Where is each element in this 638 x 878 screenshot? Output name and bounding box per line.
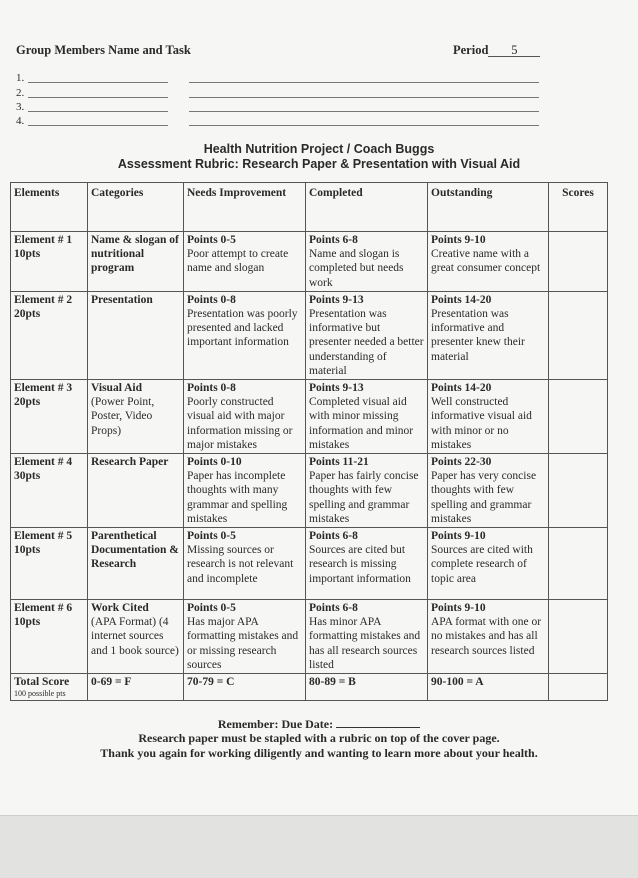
grade-b: 80-89 = B xyxy=(309,676,356,689)
element-label: Element # 5 xyxy=(14,530,73,543)
points-range: Points 0-8 xyxy=(187,382,236,395)
points-range: Points 9-10 xyxy=(431,602,486,615)
grade-b-cell xyxy=(306,674,428,701)
rubric-title: Assessment Rubric: Research Paper & Presentation with Visual Aid xyxy=(117,157,521,171)
grade-a-cell xyxy=(428,674,549,701)
project-title: Health Nutrition Project / Coach Buggs xyxy=(203,142,435,156)
member-name-line xyxy=(28,125,168,126)
grade-a: 90-100 = A xyxy=(431,676,484,689)
outstanding-cell xyxy=(428,380,549,454)
member-number: 4. xyxy=(16,115,25,127)
element-points: 10pts xyxy=(14,248,41,261)
header-completed: Completed xyxy=(306,183,428,232)
points-range: Points 9-10 xyxy=(431,234,486,246)
table-row xyxy=(11,528,608,600)
completed-cell xyxy=(306,232,428,292)
criteria-text: Well constructed informative visual aid with minor or no mistakes xyxy=(431,396,532,451)
table-row xyxy=(11,380,608,454)
member-number: 3. xyxy=(16,101,25,113)
points-range: Points 9-10 xyxy=(431,530,486,543)
element-label: Element # 6 xyxy=(14,602,73,615)
score-cell[interactable] xyxy=(549,291,608,379)
category-cell xyxy=(88,454,184,528)
element-cell xyxy=(11,454,88,528)
element-label: Element # 3 xyxy=(14,382,73,395)
group-members-label: Group Members Name and Task xyxy=(16,43,191,57)
total-score-value-cell[interactable] xyxy=(549,674,608,701)
total-score-label: Total Score xyxy=(14,676,70,689)
score-cell[interactable] xyxy=(549,380,608,454)
criteria-text: Presentation was poorly presented and lacked important information xyxy=(187,308,298,349)
points-range: Points 6-8 xyxy=(309,602,358,615)
score-cell[interactable] xyxy=(549,528,608,600)
table-row xyxy=(11,454,608,528)
category-title: Presentation xyxy=(91,293,153,306)
member-task-line xyxy=(189,97,539,98)
header-scores: Scores xyxy=(549,183,608,232)
due-date-blank xyxy=(336,716,420,728)
element-points: 10pts xyxy=(14,616,41,629)
criteria-text: Name and slogan is completed but needs work xyxy=(309,248,404,289)
points-range: Points 6-8 xyxy=(309,530,358,543)
element-cell xyxy=(11,380,88,454)
element-cell xyxy=(11,528,88,600)
criteria-text: Paper has very concise thoughts with few spelling and grammar mistakes xyxy=(431,470,537,525)
category-title: Visual Aid xyxy=(91,382,143,395)
points-range: Points 9-13 xyxy=(309,293,364,306)
member-task-line xyxy=(189,111,539,112)
criteria-text: Completed visual aid with minor missing information and minor mistakes xyxy=(309,396,414,451)
points-range: Points 22-30 xyxy=(431,456,492,469)
points-range: Points 14-20 xyxy=(431,382,492,395)
member-number: 1. xyxy=(16,72,25,84)
scan-margin xyxy=(0,815,638,878)
category-cell xyxy=(88,528,184,600)
element-points: 20pts xyxy=(14,308,41,321)
criteria-text: APA format with one or no mistakes and has all research sources listed xyxy=(431,616,542,657)
grade-c: 70-79 = C xyxy=(187,676,235,689)
points-range: Points 0-10 xyxy=(187,456,242,469)
member-row xyxy=(16,72,26,86)
member-row xyxy=(16,87,26,101)
completed-cell xyxy=(306,380,428,454)
grade-f-cell xyxy=(88,674,184,701)
table-row xyxy=(11,232,608,292)
table-row xyxy=(11,291,608,379)
points-range: Points 6-8 xyxy=(309,234,358,246)
points-range: Points 11-21 xyxy=(309,456,369,469)
member-name-line xyxy=(28,82,168,83)
element-cell xyxy=(11,600,88,674)
criteria-text: Creative name with a great consumer concept xyxy=(431,248,541,275)
criteria-text: Has minor APA formatting mistakes and has all research sources listed xyxy=(309,616,421,671)
category-cell xyxy=(88,600,184,674)
score-cell[interactable] xyxy=(549,600,608,674)
element-points: 10pts xyxy=(14,544,41,557)
category-cell xyxy=(88,380,184,454)
needs-improvement-cell xyxy=(184,528,306,600)
member-task-line xyxy=(189,82,539,83)
completed-cell xyxy=(306,291,428,379)
criteria-text: Presentation was informative and presenter knew their material xyxy=(431,308,525,363)
header-outstanding: Outstanding xyxy=(428,183,549,232)
outstanding-cell xyxy=(428,454,549,528)
header-elements: Elements xyxy=(11,183,88,232)
table-row xyxy=(11,600,608,674)
category-title: Work Cited xyxy=(91,602,149,615)
points-range: Points 14-20 xyxy=(431,293,492,306)
category-cell xyxy=(88,291,184,379)
criteria-text: Poorly constructed visual aid with major information missing or major mistakes xyxy=(187,396,293,451)
completed-cell xyxy=(306,454,428,528)
due-date-label: Remember: Due Date: xyxy=(217,717,334,731)
header-categories: Categories xyxy=(88,183,184,232)
member-task-line xyxy=(189,125,539,126)
category-cell xyxy=(88,232,184,292)
element-label: Element # 1 xyxy=(14,234,73,246)
period-label: Period xyxy=(453,43,489,57)
period-field xyxy=(453,43,540,58)
completed-cell xyxy=(306,600,428,674)
element-cell xyxy=(11,232,88,292)
member-name-line xyxy=(28,111,168,112)
element-label: Element # 2 xyxy=(14,293,73,306)
criteria-text: Paper has incomplete thoughts with many grammar and spelling mistakes xyxy=(187,470,288,525)
due-date-line xyxy=(0,716,638,732)
points-range: Points 9-13 xyxy=(309,382,364,395)
member-name-line xyxy=(28,97,168,98)
category-title: Parenthetical Documentation & Research xyxy=(91,530,179,571)
element-label: Element # 4 xyxy=(14,456,73,469)
category-detail: (Power Point, Poster, Video Props) xyxy=(91,396,155,437)
member-number: 2. xyxy=(16,87,25,99)
score-cell[interactable] xyxy=(549,232,608,292)
period-value: 5 xyxy=(488,44,540,57)
criteria-text: Sources are cited but research is missing important information xyxy=(309,544,411,585)
criteria-text: Presentation was informative but presenter needed a better understanding of material xyxy=(309,308,424,377)
points-range: Points 0-5 xyxy=(187,602,236,615)
grade-c-cell xyxy=(184,674,306,701)
member-row xyxy=(16,101,26,115)
total-score-row xyxy=(11,674,608,701)
stapling-instructions: Research paper must be stapled with a rubric on top of the cover page. xyxy=(138,731,500,745)
needs-improvement-cell xyxy=(184,232,306,292)
element-cell xyxy=(11,291,88,379)
points-range: Points 0-5 xyxy=(187,530,236,543)
header-needs-improvement: Needs Improvement xyxy=(184,183,306,232)
total-possible-points: 100 possible pts xyxy=(14,689,66,699)
outstanding-cell xyxy=(428,600,549,674)
criteria-text: Has major APA formatting mistakes and or missing research sources xyxy=(187,616,299,671)
criteria-text: Poor attempt to create name and slogan xyxy=(187,248,289,275)
element-points: 30pts xyxy=(14,470,41,483)
element-points: 20pts xyxy=(14,396,41,409)
thank-you-note: Thank you again for working diligently and wanting to learn more about your health. xyxy=(100,746,538,760)
category-title: Research Paper xyxy=(91,456,169,469)
rubric-table xyxy=(10,182,608,701)
criteria-text: Paper has fairly concise thoughts with few spelling and grammar mistakes xyxy=(309,470,419,525)
points-range: Points 0-8 xyxy=(187,293,236,306)
outstanding-cell xyxy=(428,232,549,292)
total-score-cell xyxy=(11,674,88,701)
category-title: Name & slogan of nutritional program xyxy=(91,234,179,275)
needs-improvement-cell xyxy=(184,291,306,379)
needs-improvement-cell xyxy=(184,380,306,454)
member-row xyxy=(16,115,26,129)
needs-improvement-cell xyxy=(184,600,306,674)
completed-cell xyxy=(306,528,428,600)
criteria-text: Sources are cited with complete research of topic area xyxy=(431,544,533,585)
score-cell[interactable] xyxy=(549,454,608,528)
outstanding-cell xyxy=(428,528,549,600)
category-detail: (APA Format) (4 internet sources and 1 book source) xyxy=(91,616,179,657)
grade-f: 0-69 = F xyxy=(91,676,132,689)
criteria-text: Missing sources or research is not relevant and incomplete xyxy=(187,544,294,585)
table-header-row xyxy=(11,183,608,232)
outstanding-cell xyxy=(428,291,549,379)
points-range: Points 0-5 xyxy=(187,234,236,246)
needs-improvement-cell xyxy=(184,454,306,528)
